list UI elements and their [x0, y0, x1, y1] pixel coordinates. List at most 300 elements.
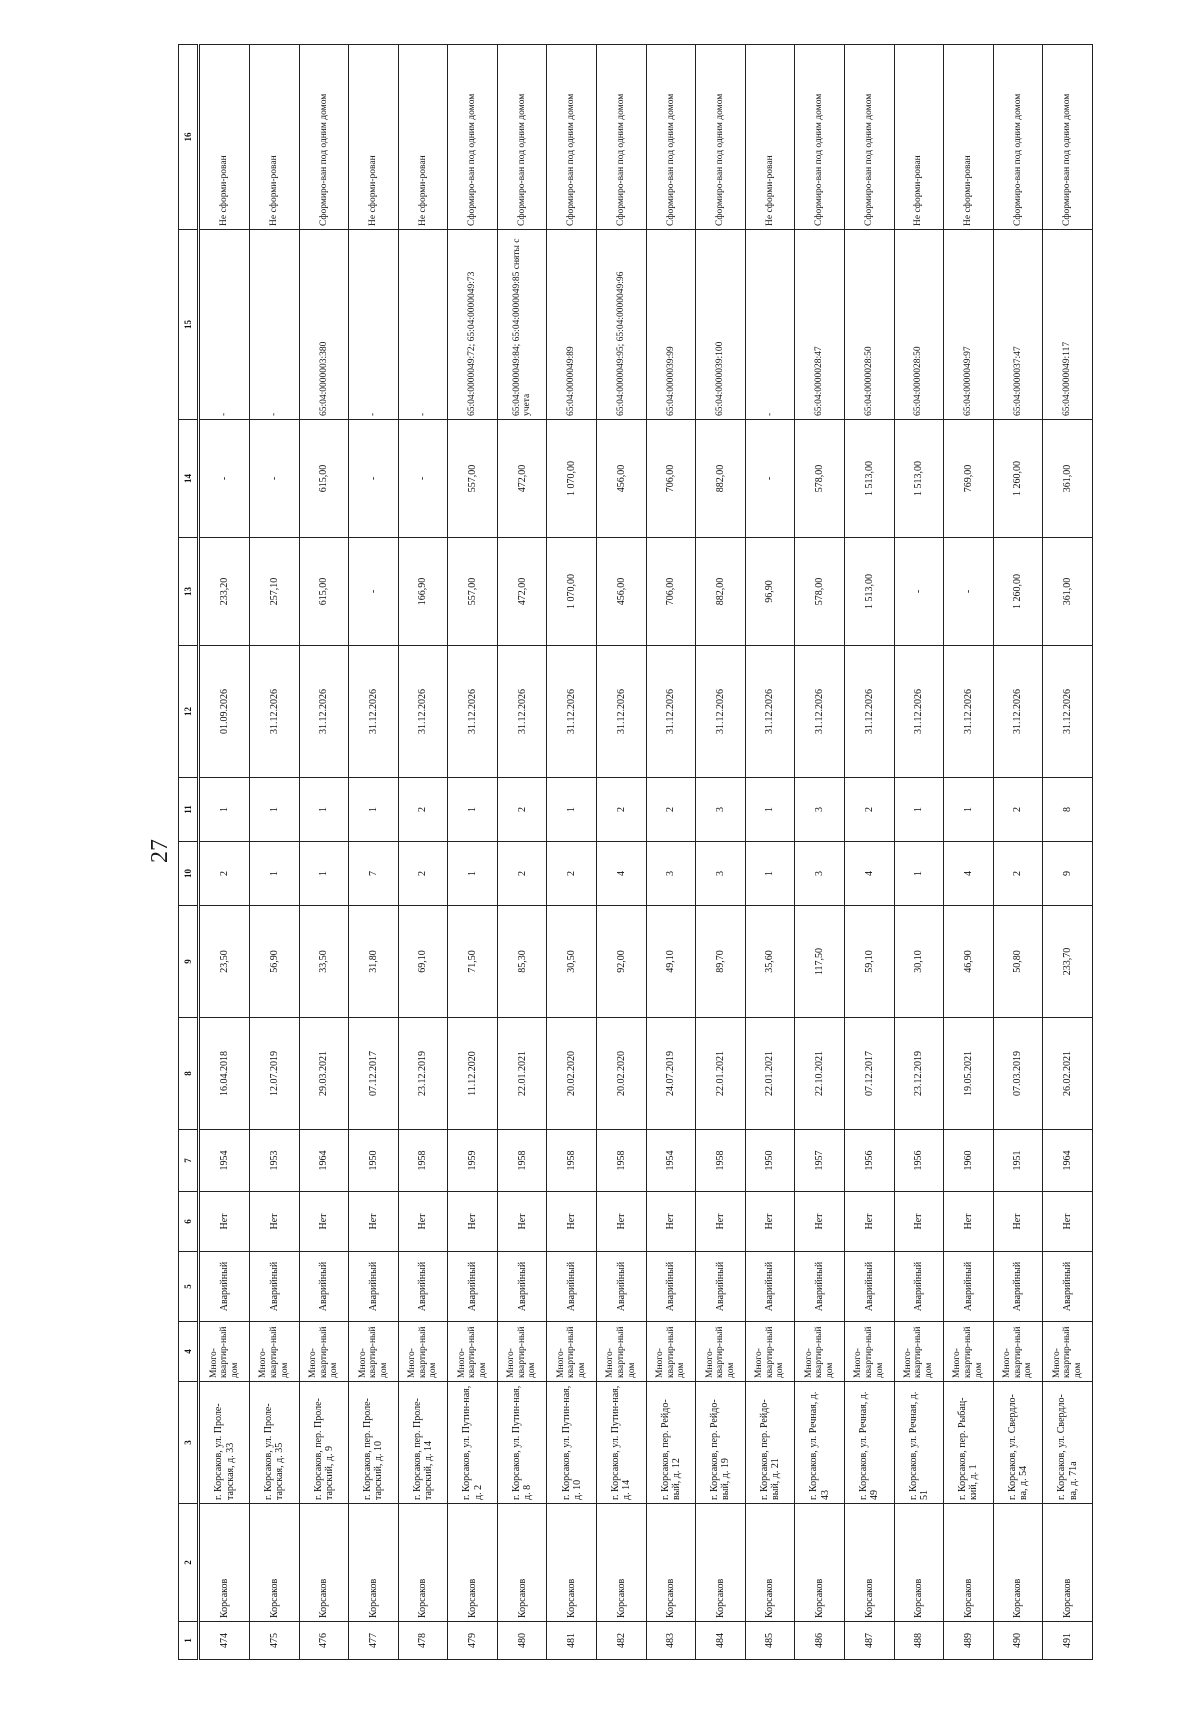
cell-col-2: Корсаков — [299, 1504, 349, 1622]
cell-col-8: 23.12.2019 — [894, 1018, 944, 1130]
cell-col-11: 1 — [448, 778, 498, 842]
cell-col-9: 85,30 — [497, 906, 547, 1018]
cell-col-2: Корсаков — [547, 1504, 597, 1622]
cell-col-10: 2 — [497, 842, 547, 906]
cell-col-6: Нет — [646, 1192, 696, 1252]
cell-col-13: 882,00 — [696, 538, 746, 646]
cell-col-16: Не сформи-рован — [199, 45, 250, 230]
cell-col-10: 2 — [199, 842, 250, 906]
cell-col-10: 4 — [944, 842, 994, 906]
cell-col-5: Аварийный — [696, 1252, 746, 1322]
cell-col-15: - — [199, 230, 250, 420]
column-header-5: 5 — [179, 1252, 199, 1322]
column-header-1: 1 — [179, 1622, 199, 1660]
cell-col-3: г. Корсаков, пер. Рейдо-вый, д. 12 — [646, 1382, 696, 1504]
cell-col-6: Нет — [993, 1192, 1043, 1252]
cell-col-6: Нет — [299, 1192, 349, 1252]
cell-col-11: 2 — [597, 778, 647, 842]
cell-col-14: 361,00 — [1043, 420, 1093, 538]
cell-col-1: 486 — [795, 1622, 845, 1660]
cell-col-12: 31.12.2026 — [250, 646, 300, 778]
cell-col-9: 35,60 — [745, 906, 795, 1018]
cell-col-14: 1 070,00 — [547, 420, 597, 538]
cell-col-14: 578,00 — [795, 420, 845, 538]
cell-col-8: 07.03.2019 — [993, 1018, 1043, 1130]
column-header-16: 16 — [179, 45, 199, 230]
cell-col-3: г. Корсаков, пер. Проле-тарский, д. 14 — [398, 1382, 448, 1504]
cell-col-8: 22.01.2021 — [745, 1018, 795, 1130]
cell-col-2: Корсаков — [448, 1504, 498, 1622]
cell-col-14: 472,00 — [497, 420, 547, 538]
cell-col-7: 1964 — [1043, 1130, 1093, 1192]
cell-col-1: 488 — [894, 1622, 944, 1660]
column-header-8: 8 — [179, 1018, 199, 1130]
cell-col-14: 706,00 — [646, 420, 696, 538]
cell-col-12: 31.12.2026 — [745, 646, 795, 778]
cell-col-12: 31.12.2026 — [1043, 646, 1093, 778]
cell-col-13: 233,20 — [199, 538, 250, 646]
cell-col-8: 20.02.2020 — [597, 1018, 647, 1130]
cell-col-7: 1950 — [745, 1130, 795, 1192]
cell-col-1: 490 — [993, 1622, 1043, 1660]
cell-col-6: Нет — [250, 1192, 300, 1252]
cell-col-1: 474 — [199, 1622, 250, 1660]
cell-col-5: Аварийный — [199, 1252, 250, 1322]
cell-col-2: Корсаков — [1043, 1504, 1093, 1622]
cell-col-3: г. Корсаков, пер. Рейдо-вый, д. 19 — [696, 1382, 746, 1504]
cell-col-12: 31.12.2026 — [398, 646, 448, 778]
column-header-4: 4 — [179, 1322, 199, 1382]
cell-col-13: 1 260,00 — [993, 538, 1043, 646]
cell-col-7: 1959 — [448, 1130, 498, 1192]
cell-col-13: - — [894, 538, 944, 646]
cell-col-11: 1 — [944, 778, 994, 842]
table-row — [349, 45, 399, 1660]
column-header-3: 3 — [179, 1382, 199, 1504]
cell-col-13: 1 513,00 — [844, 538, 894, 646]
cell-col-1: 475 — [250, 1622, 300, 1660]
cell-col-8: 07.12.2017 — [349, 1018, 399, 1130]
cell-col-11: 1 — [547, 778, 597, 842]
cell-col-15: 65:04:0000049:89 — [547, 230, 597, 420]
cell-col-14: - — [199, 420, 250, 538]
cell-col-10: 9 — [1043, 842, 1093, 906]
cell-col-2: Корсаков — [894, 1504, 944, 1622]
cell-col-16: Сформиро-ван под одним домом — [547, 45, 597, 230]
table-row — [398, 45, 448, 1660]
cell-col-8: 19.05.2021 — [944, 1018, 994, 1130]
cell-col-10: 3 — [646, 842, 696, 906]
cell-col-10: 2 — [398, 842, 448, 906]
table-row — [448, 45, 498, 1660]
cell-col-1: 478 — [398, 1622, 448, 1660]
cell-col-8: 22.01.2021 — [696, 1018, 746, 1130]
column-header-6: 6 — [179, 1192, 199, 1252]
cell-col-5: Аварийный — [646, 1252, 696, 1322]
table-row — [745, 45, 795, 1660]
cell-col-1: 491 — [1043, 1622, 1093, 1660]
cell-col-14: 615,00 — [299, 420, 349, 538]
cell-col-15: - — [745, 230, 795, 420]
cell-col-9: 33,50 — [299, 906, 349, 1018]
cell-col-3: г. Корсаков, ул. Проле-тарская, д. 35 — [250, 1382, 300, 1504]
cell-col-11: 2 — [993, 778, 1043, 842]
cell-col-5: Аварийный — [299, 1252, 349, 1322]
cell-col-1: 483 — [646, 1622, 696, 1660]
cell-col-3: г. Корсаков, ул. Путин-ная, д. 8 — [497, 1382, 547, 1504]
cell-col-2: Корсаков — [497, 1504, 547, 1622]
cell-col-14: - — [349, 420, 399, 538]
cell-col-13: 472,00 — [497, 538, 547, 646]
cell-col-13: 706,00 — [646, 538, 696, 646]
cell-col-9: 59,10 — [844, 906, 894, 1018]
column-header-9: 9 — [179, 906, 199, 1018]
table-row — [646, 45, 696, 1660]
cell-col-11: 1 — [894, 778, 944, 842]
column-header-15: 15 — [179, 230, 199, 420]
cell-col-7: 1951 — [993, 1130, 1043, 1192]
cell-col-2: Корсаков — [597, 1504, 647, 1622]
table-row — [696, 45, 746, 1660]
cell-col-16: Сформиро-ван под одним домом — [696, 45, 746, 230]
table-row — [1043, 45, 1093, 1660]
cell-col-1: 489 — [944, 1622, 994, 1660]
cell-col-11: 1 — [250, 778, 300, 842]
cell-col-4: Много-квартир-ный дом — [646, 1322, 696, 1382]
cell-col-4: Много-квартир-ный дом — [398, 1322, 448, 1382]
cell-col-16: Сформиро-ван под одним домом — [993, 45, 1043, 230]
cell-col-11: 3 — [696, 778, 746, 842]
cell-col-16: Сформиро-ван под одним домом — [299, 45, 349, 230]
cell-col-12: 31.12.2026 — [795, 646, 845, 778]
cell-col-14: 1 260,00 — [993, 420, 1043, 538]
column-header-14: 14 — [179, 420, 199, 538]
cell-col-9: 71,50 — [448, 906, 498, 1018]
cell-col-7: 1954 — [646, 1130, 696, 1192]
cell-col-15: 65:04:0000028:47 — [795, 230, 845, 420]
cell-col-8: 22.10.2021 — [795, 1018, 845, 1130]
table-row — [795, 45, 845, 1660]
cell-col-4: Много-квартир-ный дом — [795, 1322, 845, 1382]
table-row — [844, 45, 894, 1660]
column-number-header-row — [179, 45, 199, 1660]
cell-col-15: 65:04:0000049:117 — [1043, 230, 1093, 420]
cell-col-8: 20.02.2020 — [547, 1018, 597, 1130]
column-header-13: 13 — [179, 538, 199, 646]
cell-col-10: 1 — [250, 842, 300, 906]
cell-col-15: - — [349, 230, 399, 420]
cell-col-6: Нет — [349, 1192, 399, 1252]
cell-col-2: Корсаков — [795, 1504, 845, 1622]
cell-col-4: Много-квартир-ный дом — [497, 1322, 547, 1382]
cell-col-10: 2 — [993, 842, 1043, 906]
cell-col-7: 1958 — [547, 1130, 597, 1192]
cell-col-16: Сформиро-ван под одним домом — [597, 45, 647, 230]
cell-col-1: 484 — [696, 1622, 746, 1660]
cell-col-10: 3 — [795, 842, 845, 906]
cell-col-9: 69,10 — [398, 906, 448, 1018]
cell-col-16: Сформиро-ван под одним домом — [646, 45, 696, 230]
cell-col-7: 1960 — [944, 1130, 994, 1192]
cell-col-12: 31.12.2026 — [894, 646, 944, 778]
cell-col-6: Нет — [398, 1192, 448, 1252]
cell-col-7: 1958 — [597, 1130, 647, 1192]
cell-col-14: 557,00 — [448, 420, 498, 538]
cell-col-10: 1 — [448, 842, 498, 906]
cell-col-9: 89,70 — [696, 906, 746, 1018]
cell-col-11: 3 — [795, 778, 845, 842]
table-row — [993, 45, 1043, 1660]
cell-col-6: Нет — [844, 1192, 894, 1252]
cell-col-13: - — [349, 538, 399, 646]
cell-col-8: 22.01.2021 — [497, 1018, 547, 1130]
cell-col-7: 1956 — [894, 1130, 944, 1192]
cell-col-9: 30,10 — [894, 906, 944, 1018]
cell-col-2: Корсаков — [199, 1504, 250, 1622]
cell-col-2: Корсаков — [696, 1504, 746, 1622]
cell-col-11: 1 — [349, 778, 399, 842]
table-row — [497, 45, 547, 1660]
column-header-2: 2 — [179, 1504, 199, 1622]
cell-col-14: - — [745, 420, 795, 538]
cell-col-5: Аварийный — [349, 1252, 399, 1322]
table-row — [597, 45, 647, 1660]
cell-col-8: 16.04.2018 — [199, 1018, 250, 1130]
cell-col-12: 31.12.2026 — [497, 646, 547, 778]
table-row — [199, 45, 250, 1660]
cell-col-2: Корсаков — [250, 1504, 300, 1622]
cell-col-15: 65:04:0000039:100 — [696, 230, 746, 420]
cell-col-15: 65:04:0000049:95; 65:04:0000049:96 — [597, 230, 647, 420]
cell-col-2: Корсаков — [993, 1504, 1043, 1622]
cell-col-15: 65:04:0000028:50 — [894, 230, 944, 420]
cell-col-11: 1 — [199, 778, 250, 842]
register-table-wrapper — [178, 45, 1093, 1660]
cell-col-3: г. Корсаков, ул. Путин-ная, д. 10 — [547, 1382, 597, 1504]
cell-col-6: Нет — [497, 1192, 547, 1252]
cell-col-16: Сформиро-ван под одним домом — [497, 45, 547, 230]
cell-col-16: Сформиро-ван под одним домом — [795, 45, 845, 230]
cell-col-12: 31.12.2026 — [349, 646, 399, 778]
cell-col-8: 29.03.2021 — [299, 1018, 349, 1130]
cell-col-4: Много-квартир-ный дом — [299, 1322, 349, 1382]
cell-col-3: г. Корсаков, пер. Проле-тарский, д. 10 — [349, 1382, 399, 1504]
cell-col-4: Много-квартир-ный дом — [894, 1322, 944, 1382]
table-row — [250, 45, 300, 1660]
cell-col-15: - — [250, 230, 300, 420]
cell-col-1: 487 — [844, 1622, 894, 1660]
cell-col-12: 31.12.2026 — [547, 646, 597, 778]
cell-col-14: 1 513,00 — [844, 420, 894, 538]
page-number: 27 — [147, 839, 173, 863]
cell-col-16: Сформиро-ван под одним домом — [448, 45, 498, 230]
cell-col-6: Нет — [894, 1192, 944, 1252]
cell-col-4: Много-квартир-ный дом — [844, 1322, 894, 1382]
cell-col-16: Не сформи-рован — [745, 45, 795, 230]
cell-col-8: 11.12.2020 — [448, 1018, 498, 1130]
cell-col-9: 23,50 — [199, 906, 250, 1018]
cell-col-5: Аварийный — [597, 1252, 647, 1322]
cell-col-4: Много-квартир-ный дом — [199, 1322, 250, 1382]
cell-col-4: Много-квартир-ный дом — [944, 1322, 994, 1382]
cell-col-10: 1 — [894, 842, 944, 906]
cell-col-9: 31,80 — [349, 906, 399, 1018]
cell-col-3: г. Корсаков, пер. Проле-тарский, д. 9 — [299, 1382, 349, 1504]
cell-col-10: 1 — [745, 842, 795, 906]
cell-col-3: г. Корсаков, ул. Проле-тарская, д. 33 — [199, 1382, 250, 1504]
cell-col-5: Аварийный — [547, 1252, 597, 1322]
cell-col-10: 3 — [696, 842, 746, 906]
cell-col-3: г. Корсаков, ул. Путин-ная, д. 2 — [448, 1382, 498, 1504]
cell-col-11: 2 — [844, 778, 894, 842]
cell-col-15: 65:04:0000037:47 — [993, 230, 1043, 420]
cell-col-11: 2 — [398, 778, 448, 842]
cell-col-2: Корсаков — [646, 1504, 696, 1622]
cell-col-15: 65:04:0000028:50 — [844, 230, 894, 420]
cell-col-1: 477 — [349, 1622, 399, 1660]
cell-col-10: 7 — [349, 842, 399, 906]
cell-col-14: 769,00 — [944, 420, 994, 538]
cell-col-13: 257,10 — [250, 538, 300, 646]
cell-col-2: Корсаков — [844, 1504, 894, 1622]
cell-col-5: Аварийный — [894, 1252, 944, 1322]
cell-col-2: Корсаков — [349, 1504, 399, 1622]
column-header-10: 10 — [179, 842, 199, 906]
cell-col-7: 1958 — [696, 1130, 746, 1192]
cell-col-10: 4 — [844, 842, 894, 906]
cell-col-9: 46,90 — [944, 906, 994, 1018]
column-header-12: 12 — [179, 646, 199, 778]
cell-col-6: Нет — [597, 1192, 647, 1252]
cell-col-6: Нет — [944, 1192, 994, 1252]
cell-col-16: Сформиро-ван под одним домом — [844, 45, 894, 230]
cell-col-1: 476 — [299, 1622, 349, 1660]
cell-col-12: 31.12.2026 — [993, 646, 1043, 778]
cell-col-4: Много-квартир-ный дом — [696, 1322, 746, 1382]
cell-col-14: - — [250, 420, 300, 538]
cell-col-3: г. Корсаков, ул. Путин-ная, д. 14 — [597, 1382, 647, 1504]
cell-col-4: Много-квартир-ный дом — [597, 1322, 647, 1382]
table-row — [894, 45, 944, 1660]
cell-col-7: 1958 — [398, 1130, 448, 1192]
cell-col-3: г. Корсаков, ул. Речная, д. 43 — [795, 1382, 845, 1504]
cell-col-11: 2 — [646, 778, 696, 842]
cell-col-15: 65:04:0000049:84; 65:04:0000049:85 сняты с учета — [497, 230, 547, 420]
cell-col-13: 166,90 — [398, 538, 448, 646]
cell-col-4: Много-квартир-ный дом — [349, 1322, 399, 1382]
cell-col-4: Много-квартир-ный дом — [547, 1322, 597, 1382]
cell-col-6: Нет — [795, 1192, 845, 1252]
cell-col-5: Аварийный — [398, 1252, 448, 1322]
cell-col-11: 1 — [745, 778, 795, 842]
cell-col-2: Корсаков — [944, 1504, 994, 1622]
cell-col-10: 4 — [597, 842, 647, 906]
cell-col-7: 1950 — [349, 1130, 399, 1192]
cell-col-13: 578,00 — [795, 538, 845, 646]
cell-col-13: 1 070,00 — [547, 538, 597, 646]
cell-col-13: 557,00 — [448, 538, 498, 646]
cell-col-5: Аварийный — [944, 1252, 994, 1322]
cell-col-16: Не сформи-рован — [250, 45, 300, 230]
cell-col-4: Много-квартир-ный дом — [1043, 1322, 1093, 1382]
cell-col-7: 1953 — [250, 1130, 300, 1192]
cell-col-1: 482 — [597, 1622, 647, 1660]
cell-col-7: 1958 — [497, 1130, 547, 1192]
cell-col-5: Аварийный — [448, 1252, 498, 1322]
cell-col-10: 1 — [299, 842, 349, 906]
cell-col-8: 26.02.2021 — [1043, 1018, 1093, 1130]
cell-col-11: 8 — [1043, 778, 1093, 842]
cell-col-1: 485 — [745, 1622, 795, 1660]
cell-col-11: 2 — [497, 778, 547, 842]
column-header-11: 11 — [179, 778, 199, 842]
cell-col-7: 1964 — [299, 1130, 349, 1192]
cell-col-12: 31.12.2026 — [696, 646, 746, 778]
cell-col-2: Корсаков — [398, 1504, 448, 1622]
cell-col-8: 23.12.2019 — [398, 1018, 448, 1130]
cell-col-9: 56,90 — [250, 906, 300, 1018]
cell-col-15: 65:04:0000049:97 — [944, 230, 994, 420]
cell-col-9: 49,10 — [646, 906, 696, 1018]
cell-col-4: Много-квартир-ный дом — [745, 1322, 795, 1382]
cell-col-13: 96,90 — [745, 538, 795, 646]
cell-col-3: г. Корсаков, пер. Рейдо-вый, д. 21 — [745, 1382, 795, 1504]
cell-col-16: Не сформи-рован — [944, 45, 994, 230]
cell-col-5: Аварийный — [745, 1252, 795, 1322]
cell-col-6: Нет — [1043, 1192, 1093, 1252]
cell-col-6: Нет — [448, 1192, 498, 1252]
cell-col-5: Аварийный — [497, 1252, 547, 1322]
cell-col-12: 01.09.2026 — [199, 646, 250, 778]
cell-col-12: 31.12.2026 — [646, 646, 696, 778]
cell-col-12: 31.12.2026 — [299, 646, 349, 778]
cell-col-14: - — [398, 420, 448, 538]
column-header-7: 7 — [179, 1130, 199, 1192]
cell-col-7: 1954 — [199, 1130, 250, 1192]
cell-col-4: Много-квартир-ный дом — [993, 1322, 1043, 1382]
table-row — [944, 45, 994, 1660]
cell-col-16: Не сформи-рован — [398, 45, 448, 230]
cell-col-5: Аварийный — [1043, 1252, 1093, 1322]
cell-col-15: 65:04:0000003:380 — [299, 230, 349, 420]
cell-col-1: 480 — [497, 1622, 547, 1660]
cell-col-16: Сформиро-ван под одним домом — [1043, 45, 1093, 230]
cell-col-12: 31.12.2026 — [448, 646, 498, 778]
cell-col-10: 2 — [547, 842, 597, 906]
cell-col-12: 31.12.2026 — [844, 646, 894, 778]
cell-col-3: г. Корсаков, ул. Речная, д. 51 — [894, 1382, 944, 1504]
cell-col-9: 30,50 — [547, 906, 597, 1018]
cell-col-11: 1 — [299, 778, 349, 842]
cell-col-5: Аварийный — [250, 1252, 300, 1322]
cell-col-3: г. Корсаков, ул. Свердло-ва, д. 54 — [993, 1382, 1043, 1504]
cell-col-1: 481 — [547, 1622, 597, 1660]
cell-col-9: 50,80 — [993, 906, 1043, 1018]
cell-col-16: Не сформи-рован — [349, 45, 399, 230]
table-body — [199, 45, 1093, 1660]
table-row — [547, 45, 597, 1660]
cell-col-3: г. Корсаков, пер. Рыбац-кий, д. 1 — [944, 1382, 994, 1504]
cell-col-15: 65:04:0000039:99 — [646, 230, 696, 420]
cell-col-4: Много-квартир-ный дом — [448, 1322, 498, 1382]
table-row — [299, 45, 349, 1660]
cell-col-15: 65:04:0000049:72; 65:04:0000049:73 — [448, 230, 498, 420]
cell-col-5: Аварийный — [795, 1252, 845, 1322]
cell-col-12: 31.12.2026 — [597, 646, 647, 778]
cell-col-6: Нет — [547, 1192, 597, 1252]
cell-col-9: 233,70 — [1043, 906, 1093, 1018]
cell-col-13: 456,00 — [597, 538, 647, 646]
